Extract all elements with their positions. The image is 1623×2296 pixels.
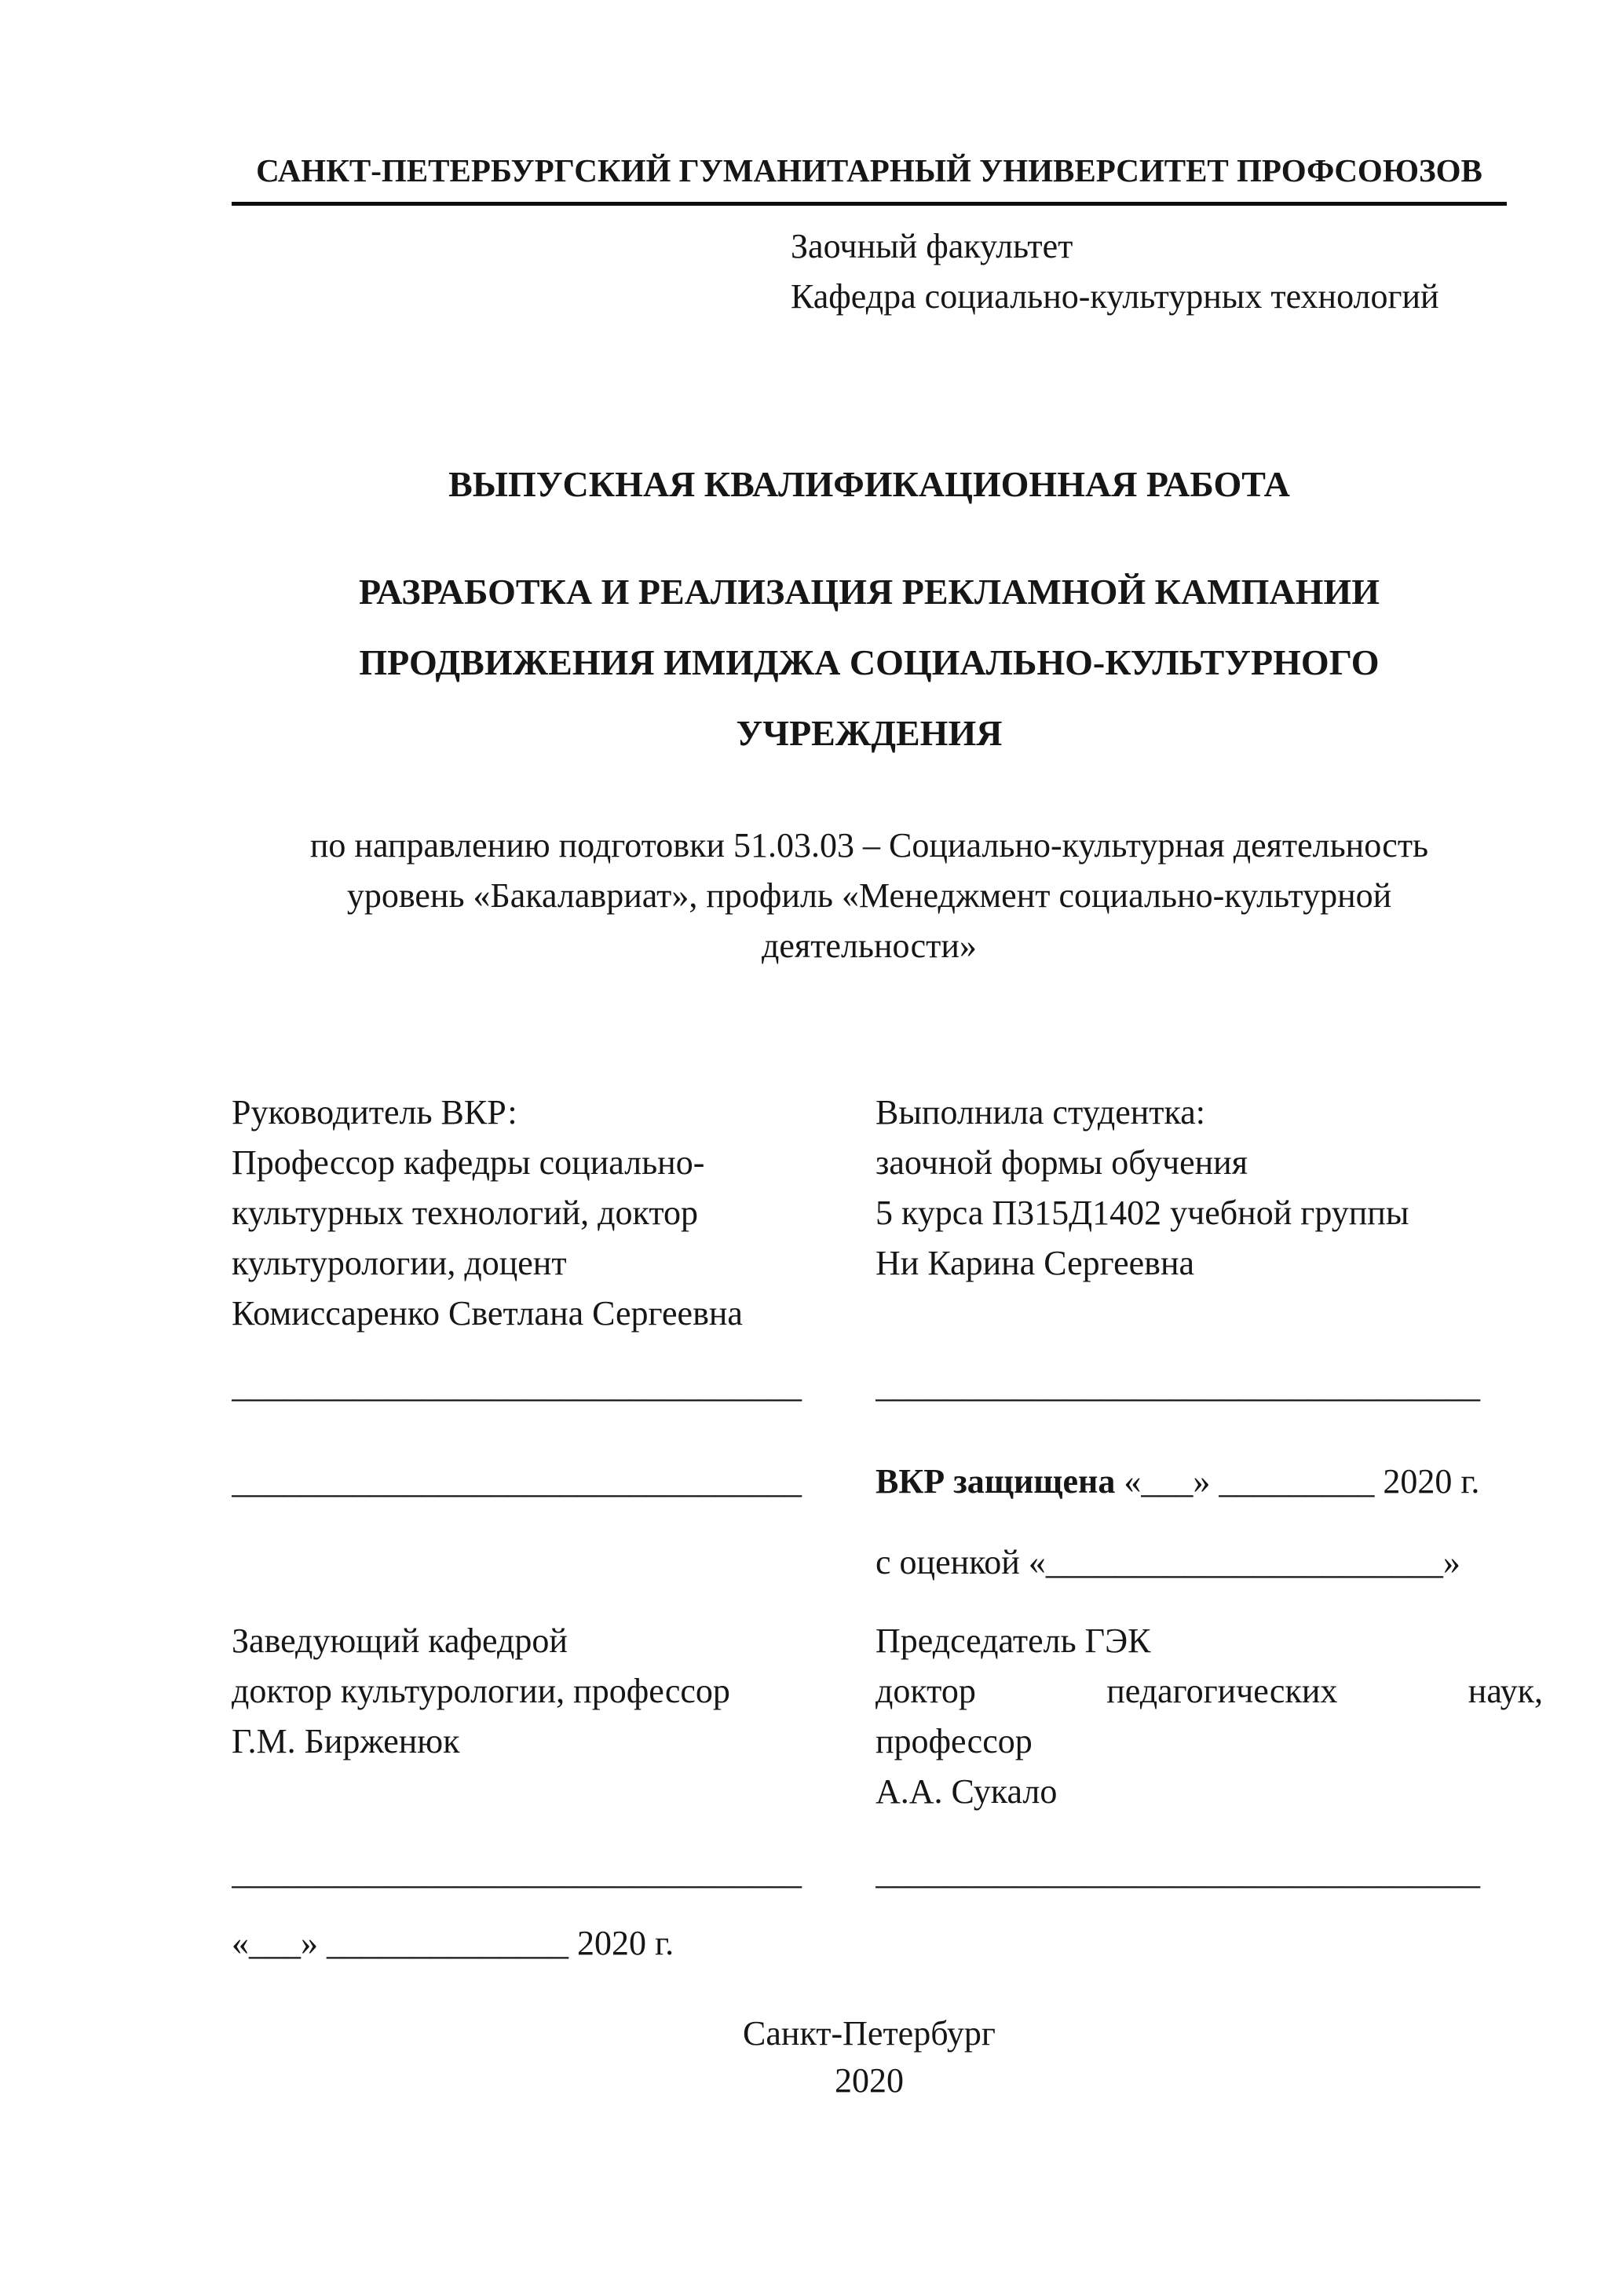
supervisor-column [232,1088,803,1969]
program-line: по направлению подготовки 51.03.03 – Социально-культурная деятельность [309,826,1429,865]
chairman-name: А.А. Сукало [875,1772,1058,1811]
thesis-title-line: РАЗРАБОТКА И РЕАЛИЗАЦИЯ РЕКЛАМНОЙ КАМПАНИИ [359,572,1380,612]
defense-date-blank: «___» _________ 2020 г. [1115,1462,1480,1501]
department-head-role: Заведующий кафедрой [232,1621,568,1660]
footer-city: Санкт-Петербург [743,2014,996,2053]
signature-line: _________________________________ [232,1366,802,1405]
department-head-degree: доктор культурологии, профессор [232,1672,730,1710]
student-group: 5 курса П315Д1402 учебной группы [875,1194,1409,1232]
supervisor-description-line: культурологии, доцент [232,1244,567,1282]
signature-section [232,1088,1543,1969]
department-name: Кафедра социально-культурных технологий [791,277,1439,316]
defense-date-line [875,1457,1543,1507]
date-blank-line: «___» ______________ 2020 г. [232,1924,674,1962]
thesis-title-line: ПРОДВИЖЕНИЯ ИМИДЖА СОЦИАЛЬНО-КУЛЬТУРНОГО [359,642,1380,682]
student-column [875,1088,1543,1969]
supervisor-description-line: культурных технологий, доктор [232,1194,698,1232]
department-block [791,221,1507,322]
signature-line: _________________________________ [232,1853,802,1892]
signature-line: ___________________________________ [875,1366,1480,1405]
department-head-block [232,1616,803,1767]
program-line: деятельности» [762,927,977,965]
department-head-name: Г.М. Бирженюк [232,1722,460,1760]
student-role-label: Выполнила студентка: [875,1093,1205,1132]
signature-line: ___________________________________ [875,1853,1480,1892]
program-line: уровень «Бакалавриат», профиль «Менеджмент социально-культурной [346,876,1392,915]
program-info [232,821,1507,971]
supervisor-description-line: Профессор кафедры социально- [232,1143,705,1182]
chairman-title: профессор [875,1722,1033,1760]
work-type-heading: ВЫПУСКНАЯ КВАЛИФИКАЦИОННАЯ РАБОТА [448,464,1290,504]
chairman-block [875,1616,1543,1817]
grade-blank-line: с оценкой «_______________________» [875,1543,1460,1581]
student-study-form: заочной формы обучения [875,1143,1248,1182]
footer [232,2010,1507,2104]
student-name: Ни Карина Сергеевна [875,1244,1195,1282]
defense-label: ВКР защищена [875,1462,1116,1501]
chairman-role: Председатель ГЭК [875,1621,1151,1660]
supervisor-role-label: Руководитель ВКР: [232,1093,517,1132]
chairman-degree-justified: доктор педагогических наук, [875,1672,1543,1710]
thesis-title-line: УЧРЕЖДЕНИЯ [736,713,1003,753]
thesis-title [232,557,1507,769]
university-name: САНКТ-ПЕТЕРБУРГСКИЙ ГУМАНИТАРНЫЙ УНИВЕРСИТЕТ ПРОФСОЮЗОВ [232,152,1507,206]
footer-year: 2020 [835,2061,904,2100]
signature-line: _________________________________ [232,1462,802,1501]
supervisor-name: Комиссаренко Светлана Сергеевна [232,1294,743,1333]
faculty-name: Заочный факультет [791,227,1073,265]
